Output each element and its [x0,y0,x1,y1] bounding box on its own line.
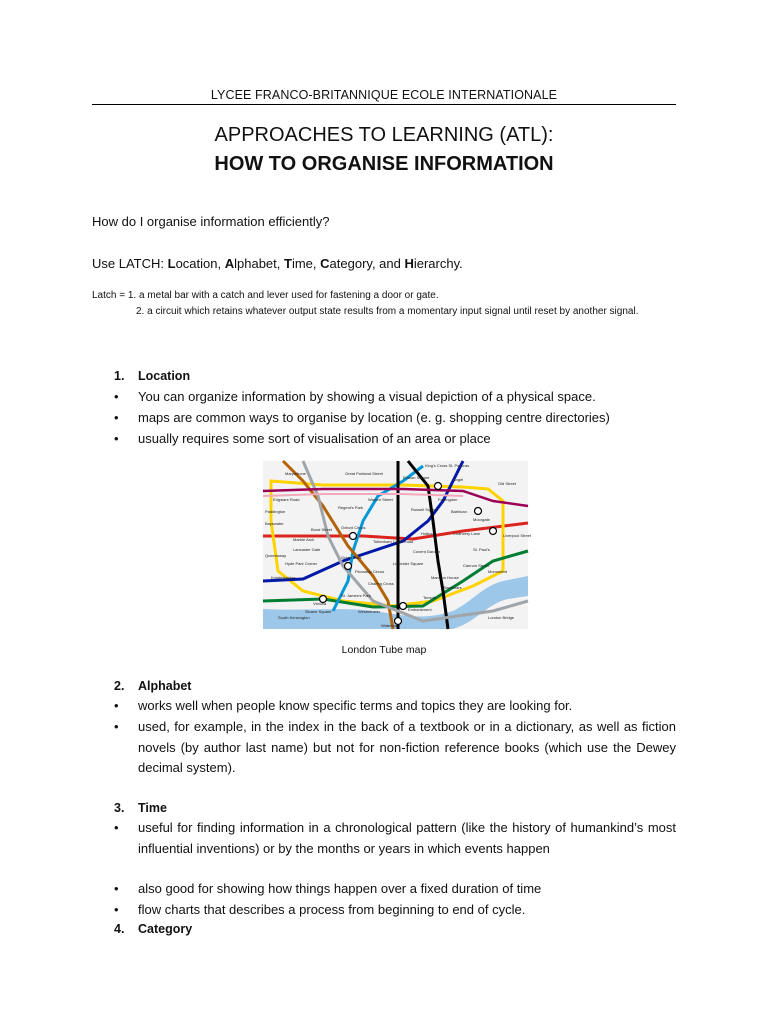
station-label: Waterloo [381,623,397,628]
london-tube-map [263,461,532,629]
list-item-text: works well when people know specific terms and topics they are looking for. [138,698,573,713]
list-item [114,900,676,921]
station-label: Farringdon [438,497,458,502]
list-item [114,387,676,408]
station-label: Sloane Square [305,609,332,614]
station-label: Lancaster Gate [293,547,321,552]
bullet-glyph: • [114,902,119,917]
latch-word-rest: ategory [329,256,372,271]
station-label: Liverpool Street [503,533,532,538]
station-label: Old Street [498,481,517,486]
station-label: Marble Arch [293,537,315,542]
section-number: 2. [114,679,125,693]
section-title: Location [138,369,191,383]
latch-word-rest: ierarchy [413,256,460,271]
interchange-oxford-circus [350,533,357,540]
station-label: Paddington [265,509,286,514]
station-label: Euston Square [403,475,430,480]
latch-prefix: Use LATCH: [92,256,168,271]
list-item-text: You can organize information by showing a visual depiction of a physical space. [138,389,596,404]
latch-word-rest: lphabet [234,256,277,271]
station-label: Oxford Circus [341,525,366,530]
latch-initial: L [167,256,176,271]
list-item-text: maps are common ways to organise by location (e. g. shopping centre directories) [138,410,610,425]
station-label: King's Cross St. Pancras [425,463,470,468]
station-label: Temple [423,595,436,600]
station-label: Piccadilly Circus [355,569,385,574]
station-label: Barbican [451,509,467,514]
station-label: Bayswater [265,521,284,526]
station-label: Blackfriars [443,585,462,590]
bullet-glyph: • [114,389,119,404]
line-metropolitan [263,489,528,506]
latch-word-rest: ocation [175,256,218,271]
list-item [114,717,676,779]
latch-initial: T [284,256,292,271]
header-divider [92,104,676,105]
bullet-glyph: • [114,820,119,835]
station-label: Embankment [408,607,432,612]
bullet-glyph: • [114,881,119,896]
interchange-bank [490,528,497,535]
section-title: Alphabet [138,679,192,693]
latch-definition-2: 2. a circuit which retains whatever output state results from a momentary input signal until reset by another signal. [136,306,639,317]
interchange-kings-cross [435,483,442,490]
station-label: Angel [453,477,464,482]
section-number: 3. [114,801,125,815]
station-label: South Kensington [278,615,310,620]
station-label: Westminster [358,609,381,614]
station-label: Moorgate [473,517,490,522]
station-label: Queensway [265,553,287,558]
station-label: Green Park [341,555,362,560]
station-label: Covent Garden [413,549,441,554]
page-title-line-1: APPROACHES TO LEARNING (ATL): [214,124,554,146]
list-item [114,696,676,717]
list-item-text: flow charts that describes a process from beginning to end of cycle. [138,902,526,917]
page-title-line-2: HOW TO ORGANISE INFORMATION [214,153,554,175]
interchange-moorgate [475,508,482,515]
station-label: London Bridge [488,615,515,620]
station-label: St. Paul's [473,547,490,552]
station-label: Knightsbridge [271,575,296,580]
station-label: Cannon Street [463,563,489,568]
section-number: 1. [114,369,125,383]
station-label: Holborn [421,531,436,536]
bullet-glyph: • [114,431,119,446]
line-hammersmith [263,494,463,496]
section-heading-time [114,801,167,815]
latch-initial: C [320,256,330,271]
station-label: Mansion House [431,575,459,580]
latch-initial: H [404,256,414,271]
section-heading-location [114,369,190,383]
latch-word-rest: ime [291,256,313,271]
station-label: Leicester Square [393,561,424,566]
station-label: St. James's Park [341,593,371,598]
section-title: Category [138,922,193,936]
section-heading-alphabet [114,679,191,693]
list-item [114,408,676,429]
bullet-glyph: • [114,410,119,425]
station-label: Tottenham Court Road [373,539,414,544]
list-item-text: also good for showing how things happen over a fixed duration of time [138,881,542,896]
station-label: Chancery Lane [453,531,481,536]
latch-initial: A [224,256,235,271]
list-item [114,429,676,450]
station-label: Monument [488,569,507,574]
bullet-glyph: • [114,698,119,713]
station-label: Warren Street [368,497,393,502]
list-item-text: usually requires some sort of visualisation of an area or place [138,431,491,446]
station-label: Regent's Park [338,505,363,510]
interchange-green-park [345,563,352,570]
bullet-glyph: • [114,719,119,734]
list-item [114,818,676,859]
section-title: Time [138,801,167,815]
list-item-text: useful for finding information in a chronological pattern (like the history of humankind’s most influential inventions) or by the months or years in which events happen [138,820,676,856]
station-label: Marylebone [285,471,306,476]
section-number: 4. [114,922,125,936]
school-name: LYCEE FRANCO-BRITANNIQUE ECOLE INTERNATIONALE [210,88,558,102]
figure-caption: London Tube map [341,644,427,656]
list-item-text: used, for example, in the index in the back of a textbook or in a dictionary, as well as fiction novels (by author last name) but not for non-fiction reference books (which use the Dewey decimal system). [138,719,676,775]
section-heading-category [114,922,192,936]
station-label: Russell Square [411,507,439,512]
latch-acronym-line: Use LATCH: Location, Alphabet, Time, Category, and Hierarchy. [92,256,463,271]
station-label: Bond Street [311,527,333,532]
latch-definition [92,288,676,320]
intro-question: How do I organise information efficiently? [92,214,330,229]
station-label: Charing Cross [368,581,394,586]
station-label: Hyde Park Corner [285,561,318,566]
list-item [114,879,676,900]
latch-definition-1: Latch = 1. a metal bar with a catch and lever used for fastening a door or gate. [92,290,439,301]
station-label: Victoria [313,601,327,606]
station-label: Great Portland Street [345,471,383,476]
station-label: Edgware Road [273,497,300,502]
interchange-embankment [400,603,407,610]
